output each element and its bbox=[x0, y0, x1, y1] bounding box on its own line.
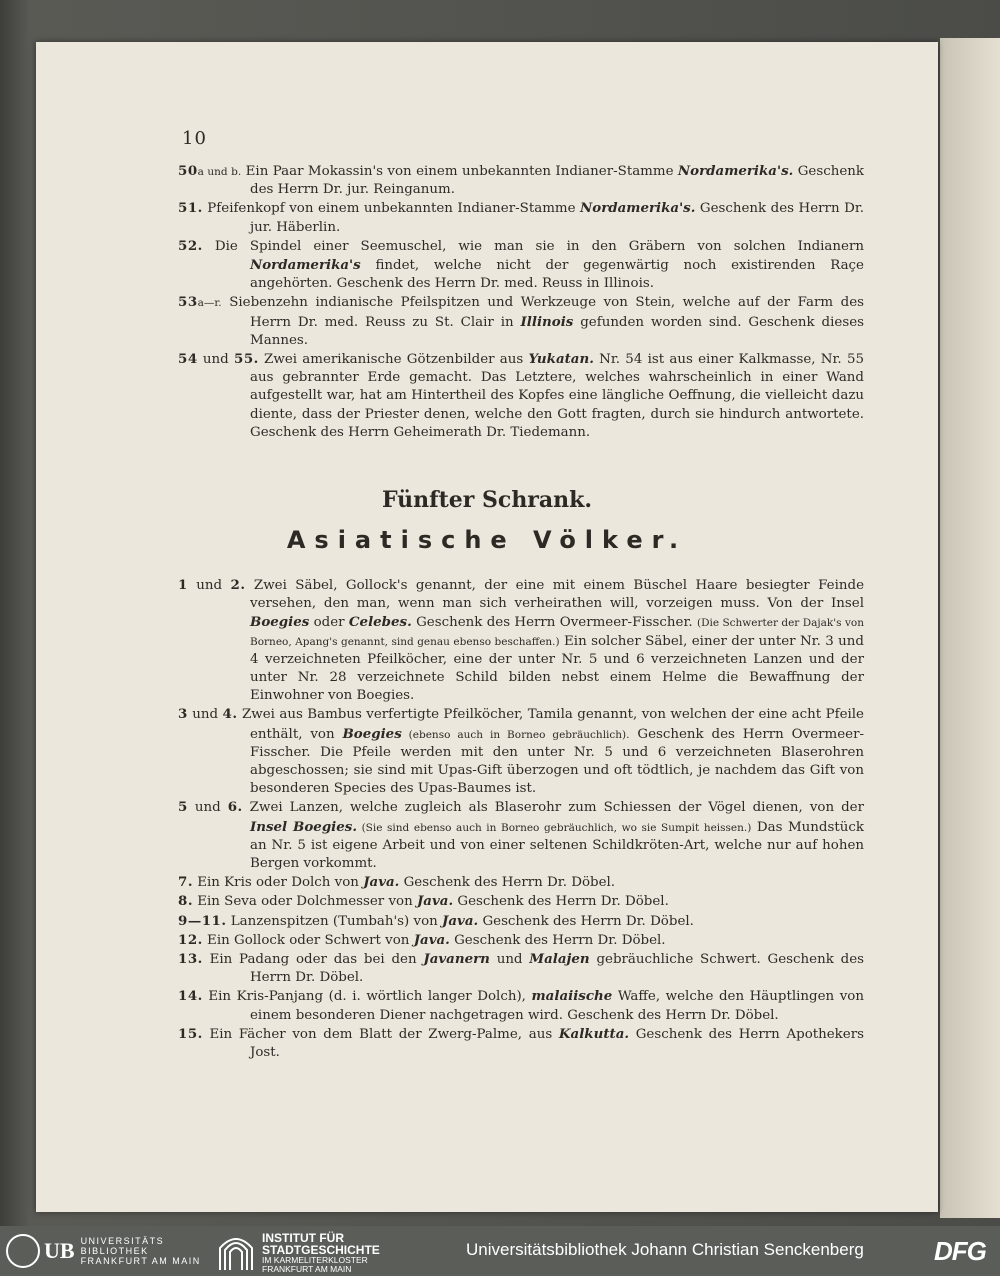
entry-51: 51. Pfeifenkopf von einem unbekannten Indianer-Stamme Nordamerika's. Geschenk des Herrn Dr. jur. Häberlin. bbox=[178, 200, 865, 235]
entry-7: 7. Ein Kris oder Dolch von Java. Geschenk des Herrn Dr. Döbel. bbox=[178, 874, 616, 891]
section-subtitle: Asiatische Völker. bbox=[286, 526, 688, 554]
footer-bar bbox=[0, 1226, 1000, 1276]
section-title: Fünfter Schrank. bbox=[381, 487, 593, 513]
entry-3-4: 3 und 4. Zwei aus Bambus verfertigte Pfeilköcher, Tamila genannt, von welchen der eine acht Pfeile enthält, von Boegies (ebenso auch in Borneo gebräuchlich). Geschenk des Herrn Overmeer-Fisscher. Die Pfeile werden mit den unter Nr. 5 und 6 verzeichneten Blaserohren abgeschossen; sie sind mit Upas-Gift überzogen und oft tödtlich, je nachdem das Gift von besonderen Species des Upas-Baumes ist. bbox=[178, 706, 864, 797]
entry-50: 50a und b. Ein Paar Mokassin's von einem unbekannten Indianer-Stamme Nordamerika's. Geschenk des Herrn Dr. jur. Reinganum. bbox=[178, 163, 864, 198]
document-page bbox=[36, 42, 938, 1212]
entry-8: 8. Ein Seva oder Dolchmesser von Java. Geschenk des Herrn Dr. Döbel. bbox=[178, 893, 669, 910]
isg-logo[interactable]: INSTITUT FÜR STADTGESCHICHTE IM KARMELITERKLOSTER FRANKFURT AM MAIN bbox=[216, 1232, 380, 1274]
entry-52: 52. Die Spindel einer Seemuschel, wie man sie in den Gräbern von solchen Indianern Nordamerika's findet, welche nicht der gegenwärtig noch existirenden Raçe angehörten. Geschenk des Herrn Dr. med. Reuss in Illinois. bbox=[178, 237, 864, 292]
entry-5-6: 5 und 6. Zwei Lanzen, welche zugleich als Blaserohr zum Schiessen der Vögel dienen, von der Insel Boegies. (Sie sind ebenso auch in Borneo gebräuchlich, wo sie Sumpit heissen.) Das Mundstück an Nr. 5 ist eigene Arbeit und von einer seltenen Schildkröten-Art, welche nur auf hohen Bergen vorkommt. bbox=[178, 799, 864, 872]
next-page-edge bbox=[940, 38, 1000, 1218]
ub-logo[interactable]: UB UNIVERSITÄTS BIBLIOTHEK FRANKFURT AM MAIN bbox=[6, 1234, 201, 1268]
arch-icon bbox=[216, 1234, 256, 1272]
entries-north-america bbox=[178, 162, 864, 442]
page-number: 10 bbox=[182, 128, 207, 149]
entry-15: 15. Ein Fächer von dem Blatt der Zwerg-Palme, aus Kalkutta. Geschenk des Herrn Apothekers Jost. bbox=[178, 1025, 864, 1061]
entry-1-2: 1 und 2. Zwei Säbel, Gollock's genannt, der eine mit einem Büschel Haare besiegter Feinde versehen, den man, wenn man sich verheirathen will, vorzeigen muss. Von der Insel Boegies oder Celebes. Geschenk des Herrn Overmeer-Fisscher. (Die Schwerter der Dajak's von Borneo, Apang's genannt, sind genau ebenso beschaffen.) Ein solcher Säbel, einer der unter Nr. 3 und 4 verzeichneten Pfeilköcher, eine der unter Nr. 5 und 6 verzeichneten Lanzen und der unter Nr. 28 verzeichnete Schild bilden nebst einem Helme die Bewaffnung der Einwohner von Boegies. bbox=[178, 577, 864, 704]
entry-13: 13. Ein Padang oder das bei den Javanern und Malajen gebräuchliche Schwert. Geschenk des Herrn Dr. Döbel. bbox=[178, 951, 864, 986]
entry-54-55: 54 und 55. Zwei amerikanische Götzenbilder aus Yukatan. Nr. 54 ist aus einer Kalkmasse, Nr. 55 aus gebrannter Erde gemacht. Das Letztere, welches wahrscheinlich in einer Wand aufgestellt war, hat am Hintertheil des Kopfes eine längliche Oeffnung, die vielleicht dazu diente, dass der Priester denen, welche den Gott fragten, durch sie hindurch antwortete. Geschenk des Herrn Geheimerath Dr. Tiedemann. bbox=[178, 351, 864, 440]
entry-14: 14. Ein Kris-Panjang (d. i. wörtlich langer Dolch), malaiische Waffe, welche den Häuptlingen von einem besonderen Diener nachgetragen wird. Geschenk des Herrn Dr. Döbel. bbox=[178, 988, 864, 1023]
dfg-logo[interactable]: DFG bbox=[934, 1236, 986, 1266]
entry-12: 12. Ein Gollock oder Schwert von Java. Geschenk des Herrn Dr. Döbel. bbox=[178, 931, 666, 948]
library-title: Universitätsbibliothek Johann Christian Senckenberg bbox=[466, 1240, 864, 1259]
portrait-seal-icon bbox=[6, 1234, 40, 1268]
entry-53: 53a—r. Siebenzehn indianische Pfeilspitzen und Werkzeuge von Stein, welche auf der Farm des Herrn Dr. med. Reuss zu St. Clair in Illinois gefunden worden sind. Geschenk dieses Mannes. bbox=[178, 294, 865, 348]
entry-9-11: 9—11. Lanzenspitzen (Tumbah's) von Java. Geschenk des Herrn Dr. Döbel. bbox=[178, 912, 694, 929]
entries-asia bbox=[178, 576, 864, 1062]
